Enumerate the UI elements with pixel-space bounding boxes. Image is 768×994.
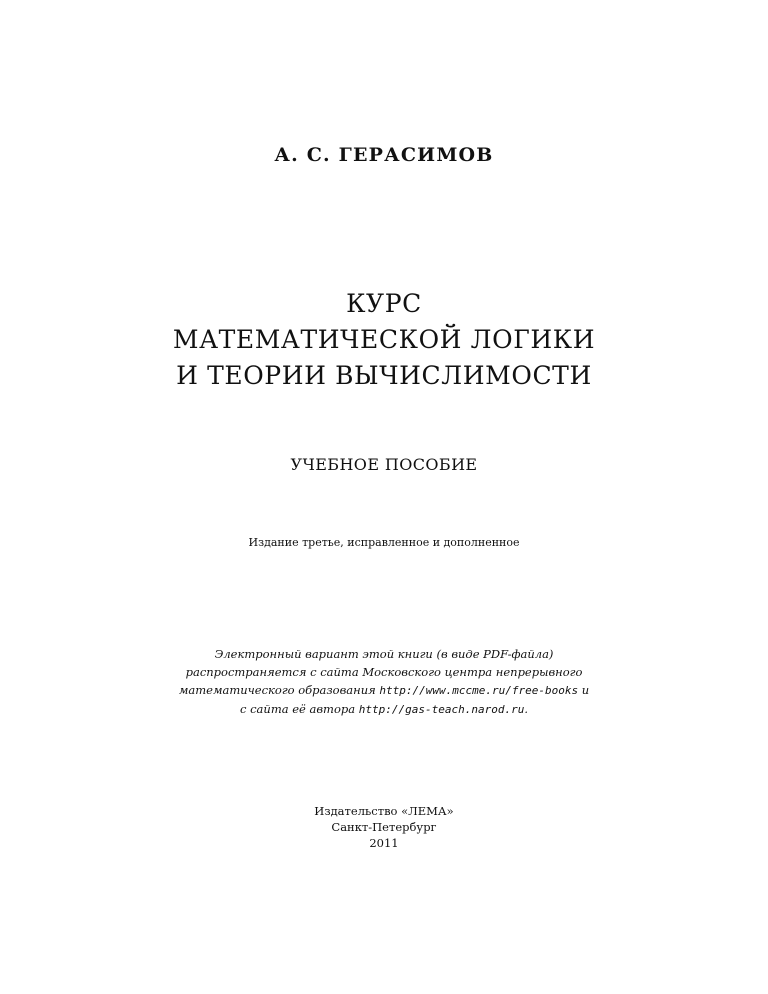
publisher-block	[0, 803, 768, 851]
publisher-name: Издательство «ЛЕМА»	[314, 804, 454, 818]
note-line-1: Электронный вариант этой книги (в виде PDF-файла)	[214, 647, 554, 661]
note-line-4-suffix: .	[524, 702, 528, 716]
note-line-3-text: математического образования	[178, 683, 380, 697]
note-line-4-text: с сайта её автора	[240, 702, 359, 716]
note-line-3	[0, 681, 768, 700]
note-line-2: распространяется с сайта Московского центра непрерывного	[185, 665, 583, 679]
book-subtitle: УЧЕБНОЕ ПОСОБИЕ	[290, 455, 478, 474]
book-title-line-1: КУРС	[346, 289, 422, 318]
publisher-city: Санкт-Петербург	[331, 820, 437, 834]
publication-year: 2011	[369, 836, 399, 850]
mccme-link[interactable]: http://www.mccme.ru/free-books	[379, 684, 579, 697]
book-title-line-2: МАТЕМАТИЧЕСКОЙ ЛОГИКИ	[172, 325, 596, 354]
electronic-version-note	[0, 645, 768, 719]
edition-note: Издание третье, исправленное и дополненное	[248, 536, 520, 549]
book-title	[0, 286, 768, 394]
author-name: А. С. ГЕРАСИМОВ	[274, 144, 494, 166]
author-site-link[interactable]: http://gas-teach.narod.ru	[358, 703, 525, 716]
note-line-3-suffix: и	[578, 683, 590, 697]
note-line-4	[0, 700, 768, 719]
book-title-line-3: И ТЕОРИИ ВЫЧИСЛИМОСТИ	[176, 361, 592, 390]
